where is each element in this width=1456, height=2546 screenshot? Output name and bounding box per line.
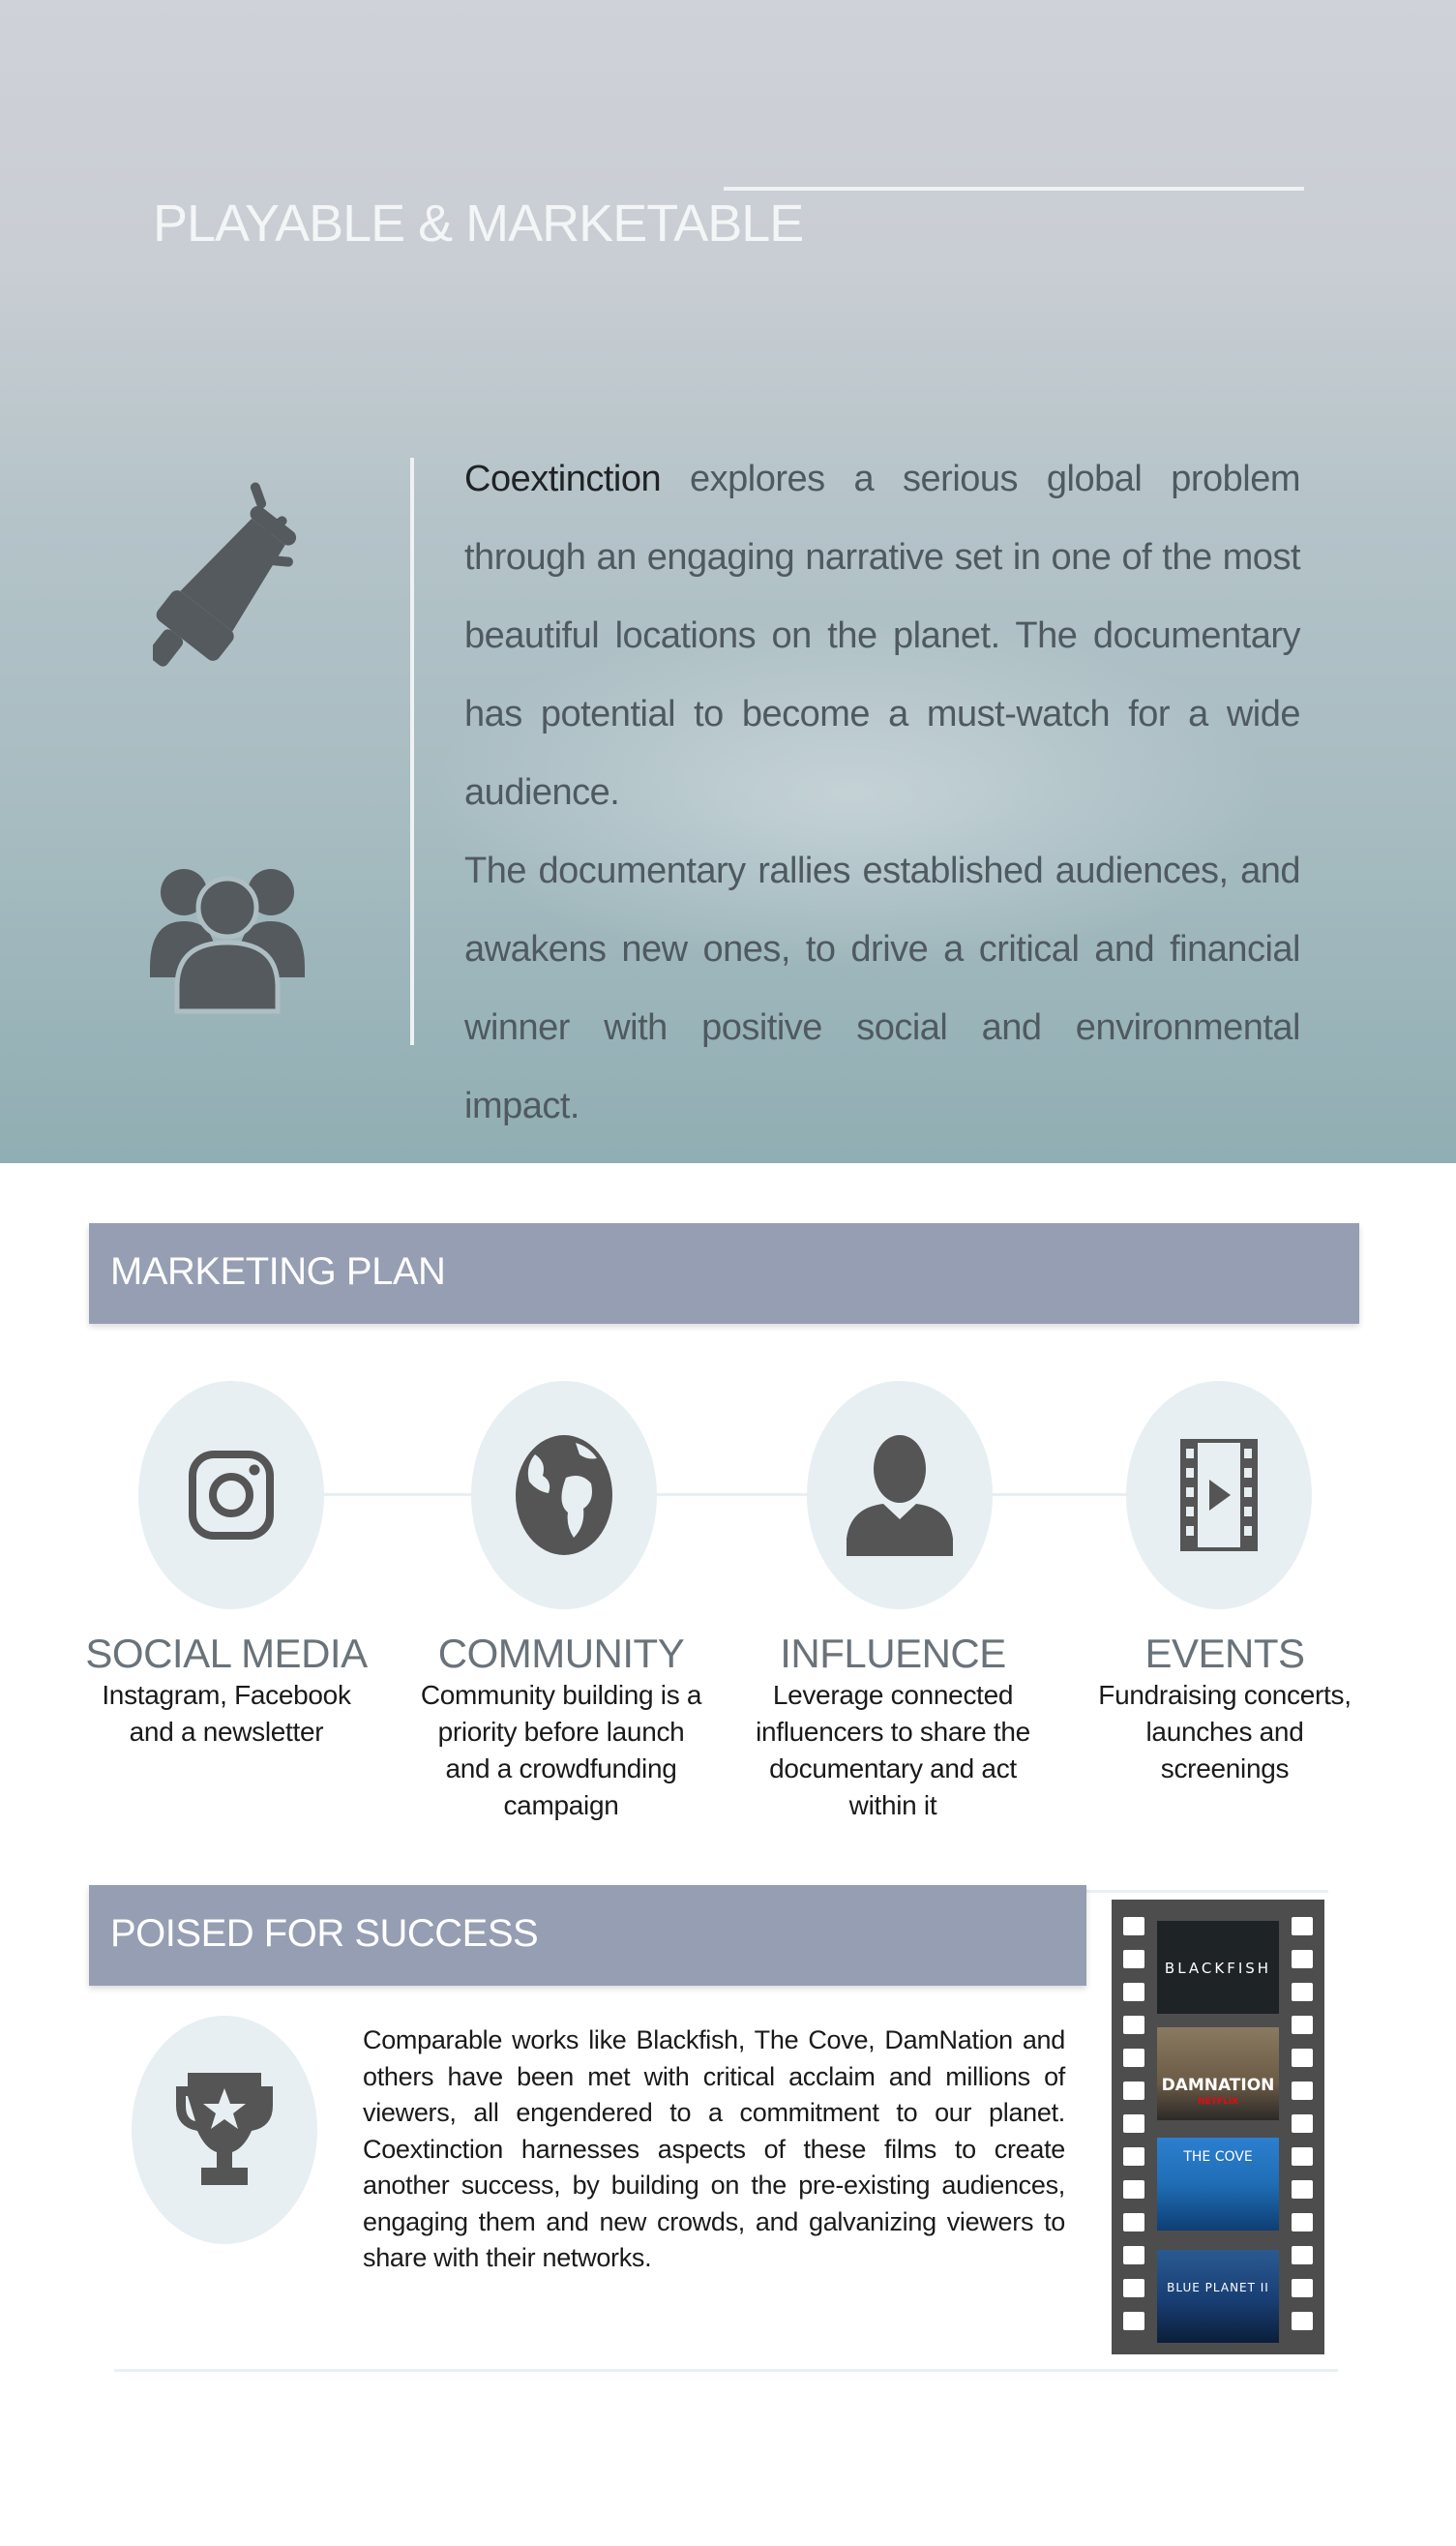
person-badge — [807, 1381, 993, 1609]
hero-rule — [724, 187, 1304, 191]
poster-blue-planet: BLUE PLANET II — [1157, 2250, 1279, 2343]
trophy-icon — [174, 2067, 275, 2193]
group-icon — [150, 852, 305, 1021]
events-desc: Fundraising concerts, launches and screenings — [1098, 1680, 1352, 1783]
globe-icon — [514, 1433, 614, 1557]
hero-title: PLAYABLE & MARKETABLE — [153, 195, 804, 253]
community-desc: Community building is a priority before launch and a crowdfunding campaign — [420, 1680, 702, 1820]
success-title: POISED FOR SUCCESS — [110, 1912, 539, 1955]
hero-section — [0, 0, 1456, 1163]
film-strip — [1112, 1900, 1324, 2354]
section-rule-bottom — [114, 2369, 1338, 2372]
instagram-badge — [138, 1381, 324, 1609]
globe-badge — [471, 1381, 657, 1609]
influence-title: INFLUENCE — [780, 1631, 1006, 1676]
marketing-plan-header — [89, 1223, 1359, 1324]
community-title: COMMUNITY — [437, 1631, 685, 1676]
instagram-icon — [189, 1445, 274, 1545]
section-rule-top — [1084, 1890, 1328, 1893]
social-media-desc: Instagram, Facebook and a newsletter — [102, 1680, 351, 1747]
brand-name: Coextinction — [464, 459, 662, 499]
film-icon — [1180, 1439, 1258, 1551]
trophy-badge — [132, 2016, 317, 2244]
marketing-plan-title: MARKETING PLAN — [110, 1250, 446, 1293]
success-header — [89, 1885, 1086, 1986]
success-paragraph: Comparable works like Blackfish, The Cove, DamNation and others have been met with critical acclaim and millions of viewers, all engendered to a commitment to our planet. Coextinction harnesses aspects of these films to create another success, by building on the pre-existing audiences, engaging them and new crowds, and galvanizing viewers to share with their networks. — [363, 2025, 1065, 2272]
megaphone-icon — [153, 474, 308, 692]
hero-paragraph-1 — [464, 440, 1300, 832]
timeline-connector — [232, 1493, 1229, 1496]
events-title: EVENTS — [1144, 1631, 1305, 1676]
hero-divider — [410, 458, 414, 1045]
film-badge — [1126, 1381, 1312, 1609]
social-media-title: SOCIAL MEDIA — [85, 1631, 368, 1676]
person-icon — [847, 1432, 953, 1558]
influence-desc: Leverage connected influencers to share the documentary and act within it — [756, 1680, 1030, 1820]
poster-damnation: DAMNATION NETFLIX — [1157, 2027, 1279, 2120]
hero-paragraph-2: The documentary rallies established audiences, and awakens new ones, to drive a critical and financial winner with positive social and environmental impact. — [464, 851, 1300, 1126]
poster-the-cove: THE COVE — [1157, 2138, 1279, 2231]
poster-blackfish: BLACKFISH — [1157, 1921, 1279, 2014]
hero-paragraph-1-text: explores a serious global problem through an engaging narrative set in one of the most beautiful locations on the planet. The documentary has potential to become a must-watch for a wide audience. — [464, 459, 1300, 813]
